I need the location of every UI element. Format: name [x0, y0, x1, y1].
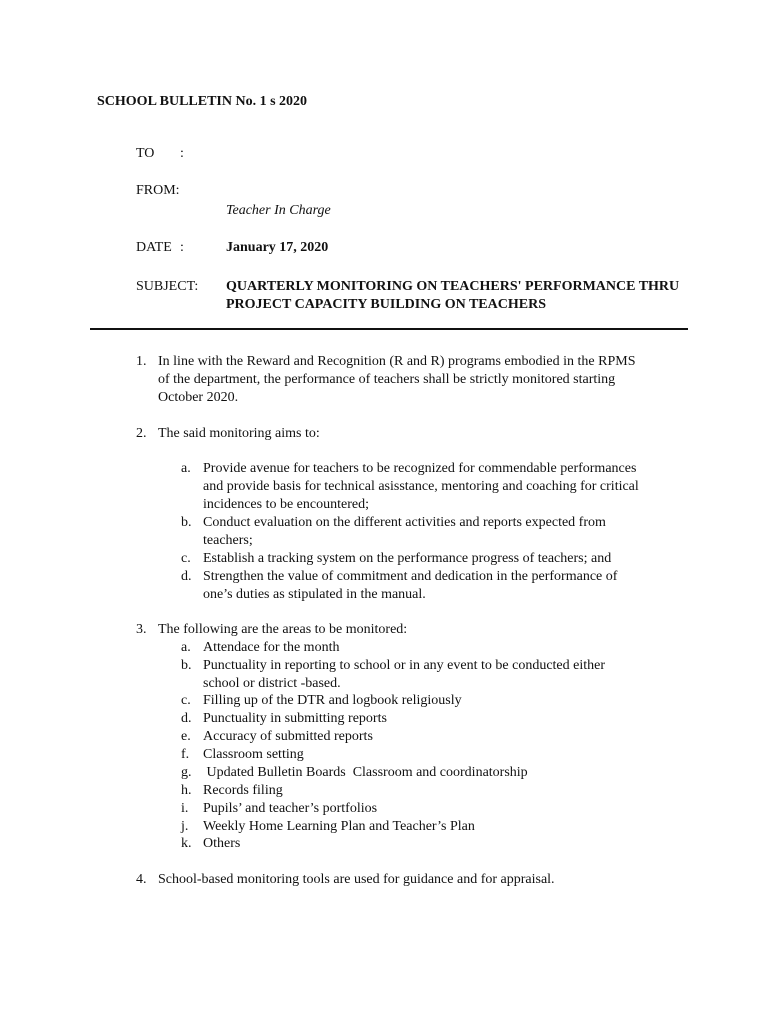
subitem-letter: g. — [181, 765, 192, 780]
subitem-line: Provide avenue for teachers to be recognized for commendable performances — [203, 461, 637, 476]
to-label: TO — [136, 146, 155, 161]
subitem-line: Conduct evaluation on the different activities and reports expected from — [203, 515, 606, 530]
subitem-line: Classroom setting — [203, 747, 304, 762]
date-label: DATE — [136, 240, 172, 255]
subitem-line: one’s duties as stipulated in the manual. — [203, 587, 426, 602]
subitem-letter: a. — [181, 640, 191, 655]
subitem-line: Strengthen the value of commitment and dedication in the performance of — [203, 569, 618, 584]
subitem-line: Others — [203, 836, 241, 851]
subitem-line: Establish a tracking system on the performance progress of teachers; and — [203, 551, 612, 566]
item-number: 1. — [136, 354, 147, 369]
subitem-letter: d. — [181, 569, 192, 584]
subitem-line: teachers; — [203, 533, 253, 548]
subitem-letter: e. — [181, 729, 191, 744]
subitem-line: Weekly Home Learning Plan and Teacher’s Plan — [203, 819, 475, 834]
item-text: School-based monitoring tools are used for guidance and for appraisal. — [158, 872, 555, 887]
bulletin-title: SCHOOL BULLETIN No. 1 s 2020 — [97, 94, 308, 109]
subitem-letter: k. — [181, 836, 192, 851]
subitem-letter: b. — [181, 515, 192, 530]
item-text-line: October 2020. — [158, 390, 239, 405]
item-number: 2. — [136, 426, 147, 441]
from-label: FROM: — [136, 183, 180, 198]
subitem-line: incidences to be encountered; — [203, 497, 369, 512]
subitem-line: Updated Bulletin Boards Classroom and coordinatorship — [203, 765, 528, 780]
from-value: Teacher In Charge — [226, 203, 331, 218]
subitem-line: Filling up of the DTR and logbook religiously — [203, 693, 462, 708]
item-number: 4. — [136, 872, 147, 887]
subitem-letter: b. — [181, 658, 192, 673]
subitem-letter: h. — [181, 783, 192, 798]
subitem-letter: j. — [181, 819, 189, 834]
item-number: 3. — [136, 622, 147, 637]
to-colon: : — [180, 146, 184, 161]
subitem-letter: c. — [181, 693, 191, 708]
subject-line-1: QUARTERLY MONITORING ON TEACHERS' PERFORMANCE THRU — [226, 279, 680, 294]
item-text: The said monitoring aims to: — [158, 426, 320, 441]
subitem-line: Punctuality in reporting to school or in any event to be conducted either — [203, 658, 606, 673]
date-value: January 17, 2020 — [226, 240, 329, 255]
subitem-letter: f. — [181, 747, 190, 762]
item-text: The following are the areas to be monitored: — [158, 622, 408, 637]
subitem-line: Punctuality in submitting reports — [203, 711, 387, 726]
subject-line-2: PROJECT CAPACITY BUILDING ON TEACHERS — [226, 297, 546, 312]
subitem-letter: i. — [181, 801, 189, 816]
item-text-line: of the department, the performance of teachers shall be strictly monitored starting — [158, 372, 616, 387]
subitem-line: Pupils’ and teacher’s portfolios — [203, 801, 378, 816]
subject-label: SUBJECT: — [136, 279, 199, 294]
subitem-line: school or district -based. — [203, 676, 341, 691]
header-divider — [90, 328, 688, 330]
subitem-letter: c. — [181, 551, 191, 566]
date-colon: : — [180, 240, 184, 255]
subitem-line: and provide basis for technical asisstance, mentoring and coaching for critical — [203, 479, 639, 494]
item-text-line: In line with the Reward and Recognition (R and R) programs embodied in the RPMS — [158, 354, 636, 369]
subitem-letter: a. — [181, 461, 191, 476]
subitem-line: Accuracy of submitted reports — [203, 729, 373, 744]
subitem-line: Attendace for the month — [203, 640, 340, 655]
subitem-line: Records filing — [203, 783, 283, 798]
subitem-letter: d. — [181, 711, 192, 726]
